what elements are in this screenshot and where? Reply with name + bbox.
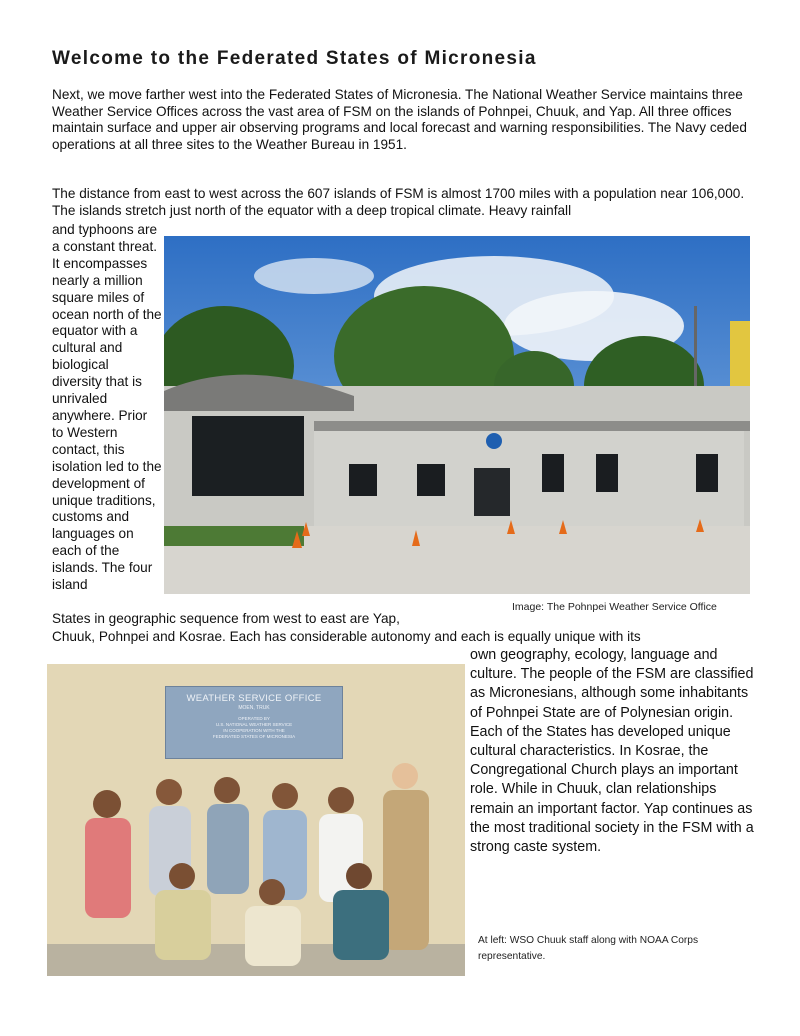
page-title: Welcome to the Federated States of Micronesia [52, 48, 537, 69]
sign-line-3: OPERATED BY [238, 716, 270, 721]
culture-paragraph: own geography, ecology, language and culture. The people of the FSM are classified as Micronesians, although some inhabitants of Pohnpei State are of Polynesian origin. Each of the States has developed unique cultural characteristics. In Kosrae, the Congregational Church plays an important role. While in Chuuk, clan relationships remain an important factor. Yap continues as the most traditional society in the FSM with a strong caste system. [470, 647, 754, 856]
weather-service-office-sign [165, 686, 343, 759]
bottom-photo-caption: At left: WSO Chuuk staff along with NOAA Corps representative. [478, 935, 699, 962]
sign-line-2: MOEN, TRUK [238, 705, 270, 711]
sign-line-6: FEDERATED STATES OF MICRONESIA [212, 734, 296, 739]
pohnpei-office-photo [164, 236, 750, 594]
intro-paragraph: Next, we move farther west into the Federated States of Micronesia. The National Weather Service maintains three Weather Service Offices across the vast area of FSM on the islands of Pohnpei, Chuuk, and Yap. All three offices maintain surface and upper air observing programs and local forecast and warning responsibilities. The Navy ceded operations at all three sites to the Weather Bureau in 1951. [52, 87, 747, 152]
top-photo-caption: Image: The Pohnpei Weather Service Office [512, 601, 717, 613]
chuuk-staff-photo [47, 664, 465, 976]
geography-paragraph-cont1: States in geographic sequence from west to east are Yap, [52, 611, 400, 626]
sign-line-5: IN COOPERATION WITH THE [223, 728, 285, 733]
sign-line-1: WEATHER SERVICE OFFICE [186, 693, 322, 704]
geography-paragraph: The distance from east to west across the 607 islands of FSM is almost 1700 miles with a population near 106,000. The islands stretch just north of the equator with a deep tropical climate. Heavy rainfall [52, 186, 745, 218]
geography-paragraph-wrap: and typhoons are a constant threat. It encompasses nearly a million square miles of ocean north of the equator with a cultural and biological diversity that is unrivaled anywhere. Prior to Western contact, this isolation led to the development of unique traditions, customs and languages on each of the islands. The four island [52, 222, 162, 593]
geography-paragraph-cont2: Chuuk, Pohnpei and Kosrae. Each has considerable autonomy and each is equally unique with its [52, 629, 641, 644]
sign-line-4: U.S. NATIONAL WEATHER SERVICE [215, 722, 293, 727]
